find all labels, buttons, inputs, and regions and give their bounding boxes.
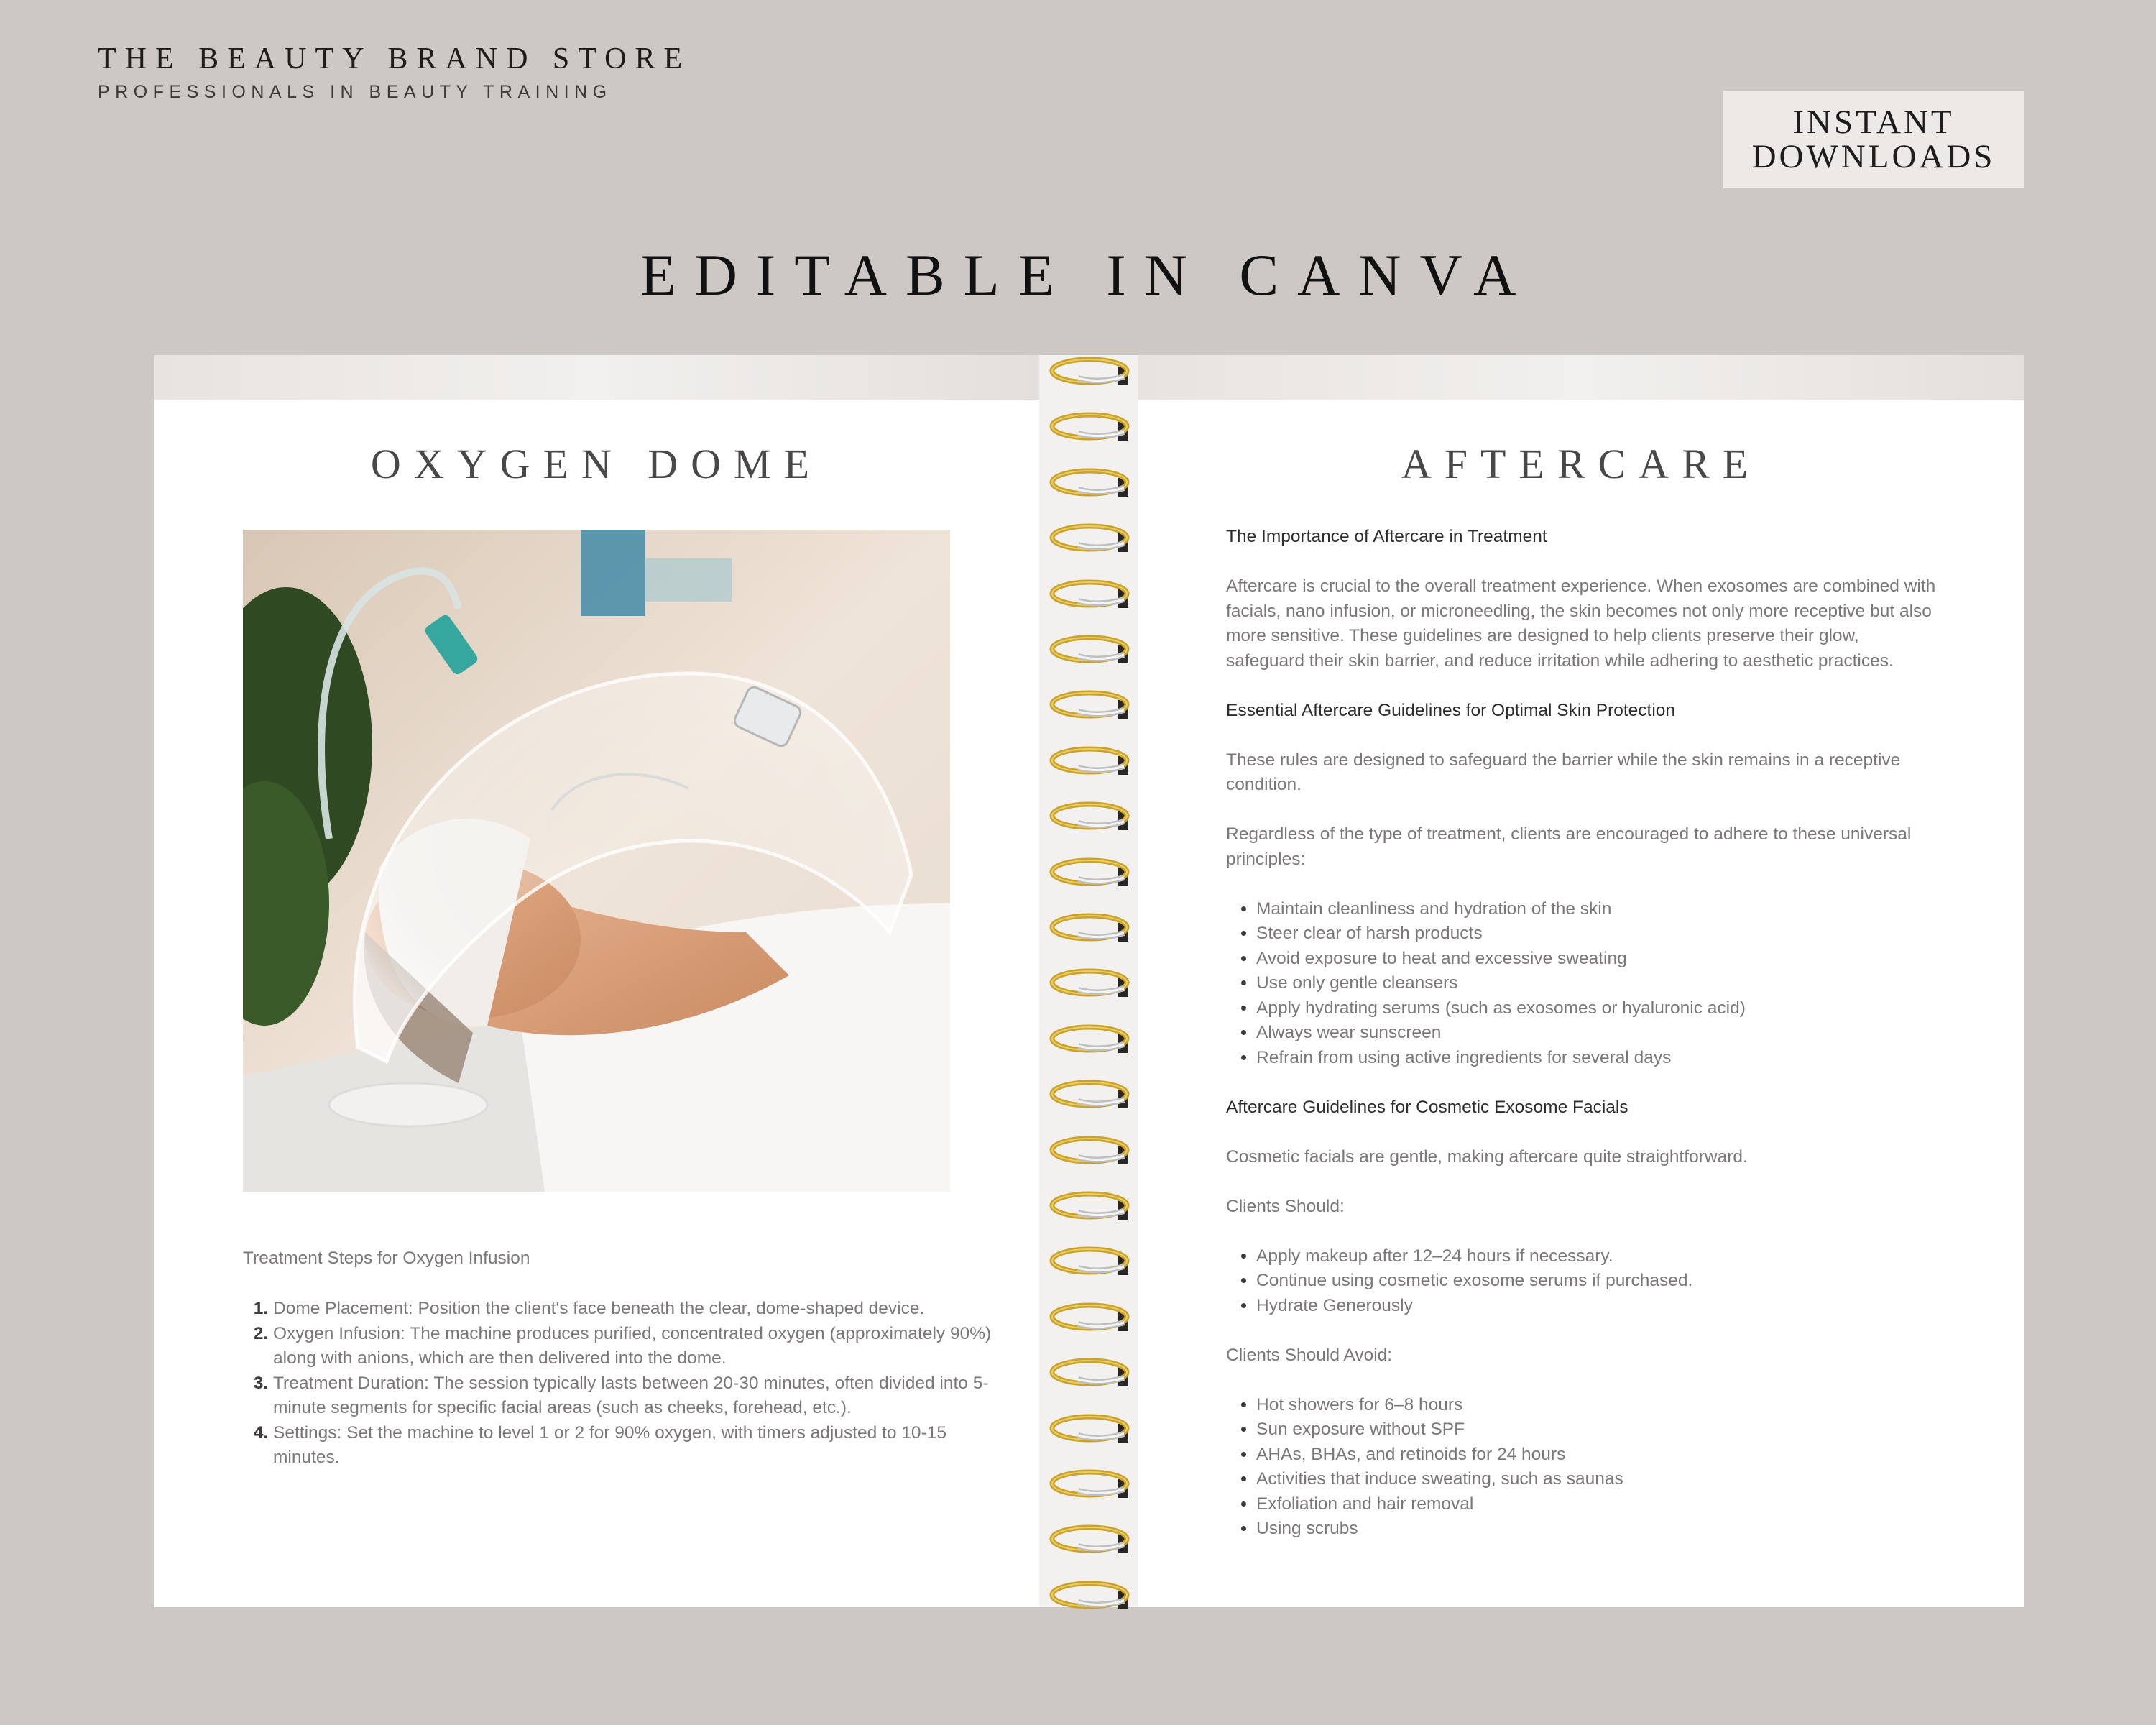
avoid-list <box>1226 1393 1938 1542</box>
list-item: • Refrain from using active ingredients for several days <box>1256 1046 1938 1071</box>
spiral-coil <box>1049 1579 1133 1612</box>
spiral-coil <box>1049 633 1133 666</box>
brand-tagline: PROFESSIONALS IN BEAUTY TRAINING <box>98 82 612 102</box>
should-label: Clients Should: <box>1226 1196 1345 1216</box>
spiral-coil <box>1049 1301 1133 1334</box>
spiral-coil <box>1049 1412 1133 1445</box>
list-item: • Continue using cosmetic exosome serums if purchased. <box>1256 1269 1938 1294</box>
spiral-coil <box>1049 800 1133 833</box>
left-page <box>154 355 1039 1607</box>
list-item: • Apply makeup after 12–24 hours if necessary. <box>1256 1244 1938 1269</box>
spiral-coil <box>1049 911 1133 944</box>
list-item: • Maintain cleanliness and hydration of the skin <box>1256 897 1938 922</box>
paragraph: Regardless of the type of treatment, clients are encouraged to adhere to these universal principles: <box>1226 824 1912 869</box>
left-page-title: OXYGEN DOME <box>370 441 823 487</box>
brand-header <box>98 42 691 103</box>
spiral-coil <box>1049 466 1133 500</box>
spiral-coil <box>1049 1245 1133 1278</box>
spiral-coil <box>1049 1356 1133 1389</box>
spiral-coil <box>1049 355 1133 388</box>
list-item: • Hydrate Generously <box>1256 1294 1938 1319</box>
brand-name: THE BEAUTY BRAND STORE <box>98 42 691 75</box>
list-item: • Use only gentle cleansers <box>1256 971 1938 996</box>
spiral-coil <box>1049 967 1133 1000</box>
list-item: 4. Settings: Set the machine to level 1 or 2 for 90% oxygen, with timers adjusted to 10-15 minutes. <box>273 1421 992 1471</box>
should-list <box>1226 1244 1938 1319</box>
spiral-coil <box>1049 856 1133 889</box>
spiral-coil <box>1049 1468 1133 1501</box>
principles-list <box>1226 897 1938 1071</box>
right-page-band <box>1138 355 2024 400</box>
badge-line-2: DOWNLOADS <box>1751 138 1996 175</box>
paragraph: These rules are designed to safeguard the barrier while the skin remains in a receptive condition. <box>1226 750 1901 794</box>
paragraph: Aftercare is crucial to the overall treatment experience. When exosomes are combined with facials, nano infusion, or microneedling, the skin becomes not only more receptive but also more sensitive. These guidelines are designed to help clients preserve their glow, safeguard their skin barrier, and reduce irritation while adhering to aesthetic practices. <box>1226 576 1936 671</box>
list-item: • Always wear sunscreen <box>1256 1021 1938 1046</box>
page-headline: EDITABLE IN CANVA <box>640 242 1535 308</box>
spiral-coil <box>1049 522 1133 555</box>
aftercare-content <box>1226 525 1938 1566</box>
steps-title: Treatment Steps for Oxygen Infusion <box>243 1248 530 1268</box>
section-heading: The Importance of Aftercare in Treatment <box>1226 527 1547 546</box>
list-item: • Using scrubs <box>1256 1517 1938 1542</box>
spiral-coil <box>1049 689 1133 722</box>
avoid-label: Clients Should Avoid: <box>1226 1345 1393 1365</box>
spiral-coil <box>1049 1023 1133 1056</box>
oxygen-dome-photo <box>243 530 950 1192</box>
list-item: • Steer clear of harsh products <box>1256 921 1938 947</box>
list-item: • Apply hydrating serums (such as exosomes or hyaluronic acid) <box>1256 996 1938 1021</box>
list-item: • Exfoliation and hair removal <box>1256 1492 1938 1517</box>
section-heading: Aftercare Guidelines for Cosmetic Exosome Facials <box>1226 1097 1628 1117</box>
spiral-coil <box>1049 578 1133 611</box>
right-page-title: AFTERCARE <box>1401 441 1761 487</box>
left-page-band <box>154 355 1039 400</box>
spiral-coil <box>1049 1134 1133 1167</box>
list-item: • Sun exposure without SPF <box>1256 1417 1938 1443</box>
spiral-binding <box>1039 355 1138 1607</box>
list-item: • Activities that induce sweating, such as saunas <box>1256 1467 1938 1492</box>
oxygen-dome-illustration <box>243 530 950 1192</box>
section-heading: Essential Aftercare Guidelines for Optimal Skin Protection <box>1226 700 1676 720</box>
list-item: • AHAs, BHAs, and retinoids for 24 hours <box>1256 1443 1938 1468</box>
list-item: 3. Treatment Duration: The session typically lasts between 20-30 minutes, often divided into 5-minute segments for specific facial areas (such as cheeks, forehead, etc.). <box>273 1371 992 1421</box>
list-item: • Hot showers for 6–8 hours <box>1256 1393 1938 1418</box>
treatment-steps-list <box>243 1297 992 1471</box>
spiral-coil <box>1049 1078 1133 1111</box>
list-item: • Avoid exposure to heat and excessive sweating <box>1256 947 1938 972</box>
list-item: 2. Oxygen Infusion: The machine produces purified, concentrated oxygen (approximately 90%) along with anions, which are then delivered into the dome. <box>273 1322 992 1371</box>
spiral-coil <box>1049 745 1133 778</box>
spiral-coil <box>1049 1190 1133 1223</box>
badge-line-1: INSTANT <box>1792 104 1955 141</box>
spiral-coil <box>1049 410 1133 443</box>
paragraph: Cosmetic facials are gentle, making aftercare quite straightforward. <box>1226 1146 1748 1167</box>
list-item: 1. Dome Placement: Position the client's face beneath the clear, dome-shaped device. <box>273 1297 992 1322</box>
right-page <box>1138 355 2024 1607</box>
instant-downloads-badge <box>1723 91 2024 188</box>
spiral-coil <box>1049 1523 1133 1556</box>
